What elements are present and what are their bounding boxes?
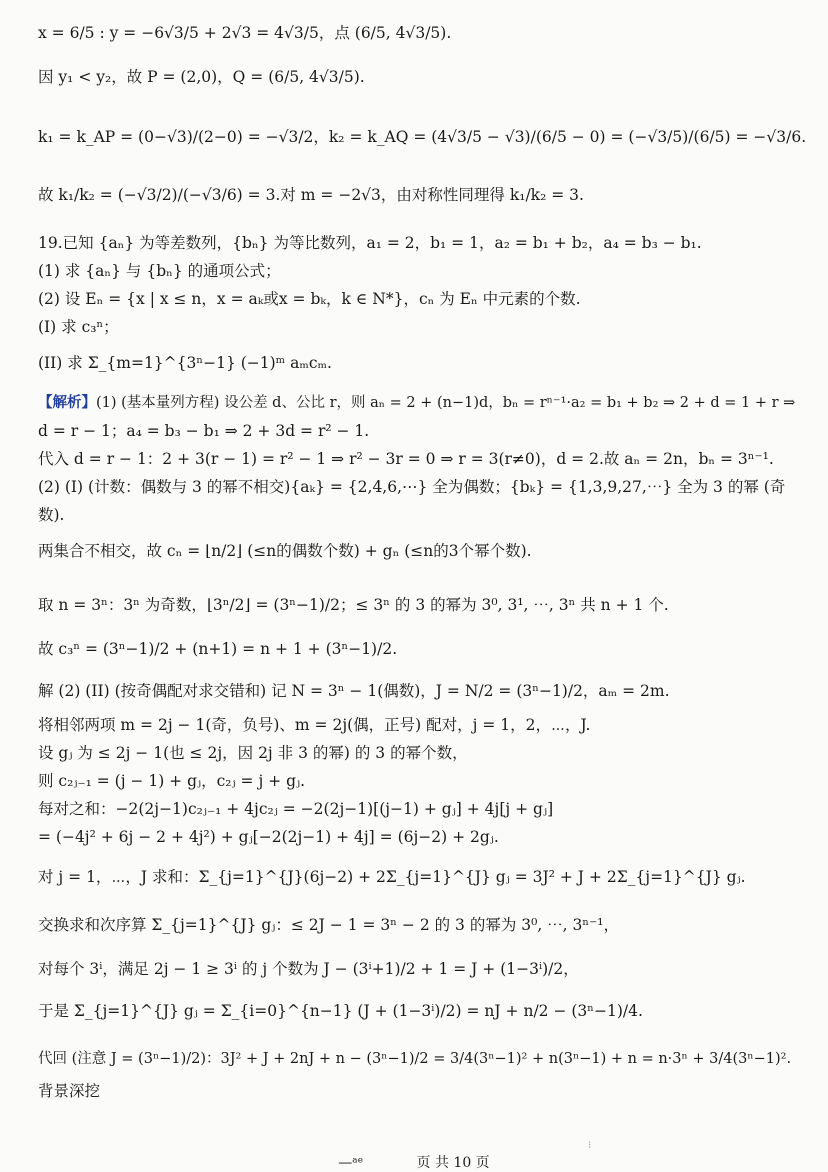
analysis-tag: 【解析】 [38,394,96,411]
text-line: 背景深挖 [38,1082,101,1100]
text-line: = (−4j² + 6j − 2 + 4j²) + gⱼ[−2(2j−1) + 4j] = (6j−2) + 2gⱼ. [38,828,499,846]
page-footer: —ᵃᵉ 页 共 10 页 [338,1155,490,1171]
text-line: 故 c₃ⁿ = (3ⁿ−1)/2 + (n+1) = n + 1 + (3ⁿ−1)/2. [38,640,398,658]
text-line: x = 6/5 : y = −6√3/5 + 2√3 = 4√3/5，点 (6/5, 4√3/5). [38,24,452,42]
text-line: 数). [38,506,65,524]
text-line: 于是 Σ_{j=1}^{J} gⱼ = Σ_{i=0}^{n−1} (J + (1−3ⁱ)/2) = nJ + n/2 − (3ⁿ−1)/4. [38,1002,643,1020]
text-line: 则 c₂ⱼ₋₁ = (j − 1) + gⱼ，c₂ⱼ = j + gⱼ. [38,772,306,790]
text-line: 每对之和：−2(2j−1)c₂ⱼ₋₁ + 4jc₂ⱼ = −2(2j−1)[(j−1) + gⱼ] + 4j[j + gⱼ] [38,800,554,818]
text-line: k₁ = k_AP = (0−√3)/(2−0) = −√3/2，k₂ = k_AQ = (4√3/5 − √3)/(6/5 − 0) = (−√3/5)/(6/5) = −√3/6. [38,128,807,146]
text-line: 将相邻两项 m = 2j − 1(奇，负号)、m = 2j(偶，正号) 配对，j = 1，2，⋯，J. [38,716,591,734]
text-line: (2) 设 Eₙ = {x | x ≤ n，x = aₖ或x = bₖ，k ∈ N*}，cₙ 为 Eₙ 中元素的个数. [38,290,581,308]
text-line: 因 y₁ < y₂，故 P = (2,0)，Q = (6/5, 4√3/5). [38,68,365,86]
text-line: 解 (2) (II) (按奇偶配对求交错和) 记 N = 3ⁿ − 1(偶数)，J = N/2 = (3ⁿ−1)/2，aₘ = 2m. [38,682,670,700]
text-line: (II) 求 Σ_{m=1}^{3ⁿ−1} (−1)ᵐ aₘcₘ. [38,354,332,372]
text-line: 【解析】(1) (基本量列方程) 设公差 d、公比 r，则 aₙ = 2 + (n−1)d，bₙ = rⁿ⁻¹·a₂ = b₁ + b₂ ⇒ 2 + d = 1 + r ⇒ [38,394,796,411]
text-line: 代回 (注意 J = (3ⁿ−1)/2)：3J² + J + 2nJ + n − (3ⁿ−1)/2 = 3/4(3ⁿ−1)² + n(3ⁿ−1) + n = n·3ⁿ + 3/4(3ⁿ−1)². [38,1051,792,1067]
text-line: 取 n = 3ⁿ：3ⁿ 为奇数，⌊3ⁿ/2⌋ = (3ⁿ−1)/2；≤ 3ⁿ 的 3 的幂为 3⁰, 3¹, ⋯, 3ⁿ 共 n + 1 个. [38,596,669,614]
scan-mark: ⁝ [588,1140,592,1151]
text-line: 交换求和次序算 Σ_{j=1}^{J} gⱼ：≤ 2J − 1 = 3ⁿ − 2 的 3 的幂为 3⁰, ⋯, 3ⁿ⁻¹， [38,916,620,934]
text-line: 对每个 3ⁱ，满足 2j − 1 ≥ 3ⁱ 的 j 个数为 J − (3ⁱ+1)/2 + 1 = J + (1−3ⁱ)/2， [38,960,579,978]
text-line: 代入 d = r − 1：2 + 3(r − 1) = r² − 1 ⇒ r² − 3r = 0 ⇒ r = 3(r≠0)，d = 2.故 aₙ = 2n，bₙ = 3ⁿ⁻¹. [38,450,774,468]
text-line: d = r − 1；a₄ = b₃ − b₁ ⇒ 2 + 3d = r² − 1. [38,422,370,440]
text-line: (1) 求 {aₙ} 与 {bₙ} 的通项公式； [38,262,281,280]
text-line: 故 k₁/k₂ = (−√3/2)/(−√3/6) = 3.对 m = −2√3，由对称性同理得 k₁/k₂ = 3. [38,186,584,204]
text-line: 设 gⱼ 为 ≤ 2j − 1(也 ≤ 2j，因 2j 非 3 的幂) 的 3 的幂个数， [38,744,468,762]
text-line: (2) (I) (计数：偶数与 3 的幂不相交){aₖ} = {2,4,6,⋯} 全为偶数；{bₖ} = {1,3,9,27,⋯} 全为 3 的幂 (奇 [38,478,786,496]
text-line: (I) 求 c₃ⁿ； [38,318,119,336]
problem-19-statement: 19.已知 {aₙ} 为等差数列，{bₙ} 为等比数列，a₁ = 2，b₁ = 1，a₂ = b₁ + b₂，a₄ = b₃ − b₁. [38,234,702,252]
text-line: 对 j = 1，⋯，J 求和：Σ_{j=1}^{J}(6j−2) + 2Σ_{j=1}^{J} gⱼ = 3J² + J + 2Σ_{j=1}^{J} gⱼ. [38,868,746,886]
text-line: 两集合不相交，故 cₙ = ⌊n/2⌋ (≤n的偶数个数) + gₙ (≤n的3个幂个数). [38,542,532,560]
